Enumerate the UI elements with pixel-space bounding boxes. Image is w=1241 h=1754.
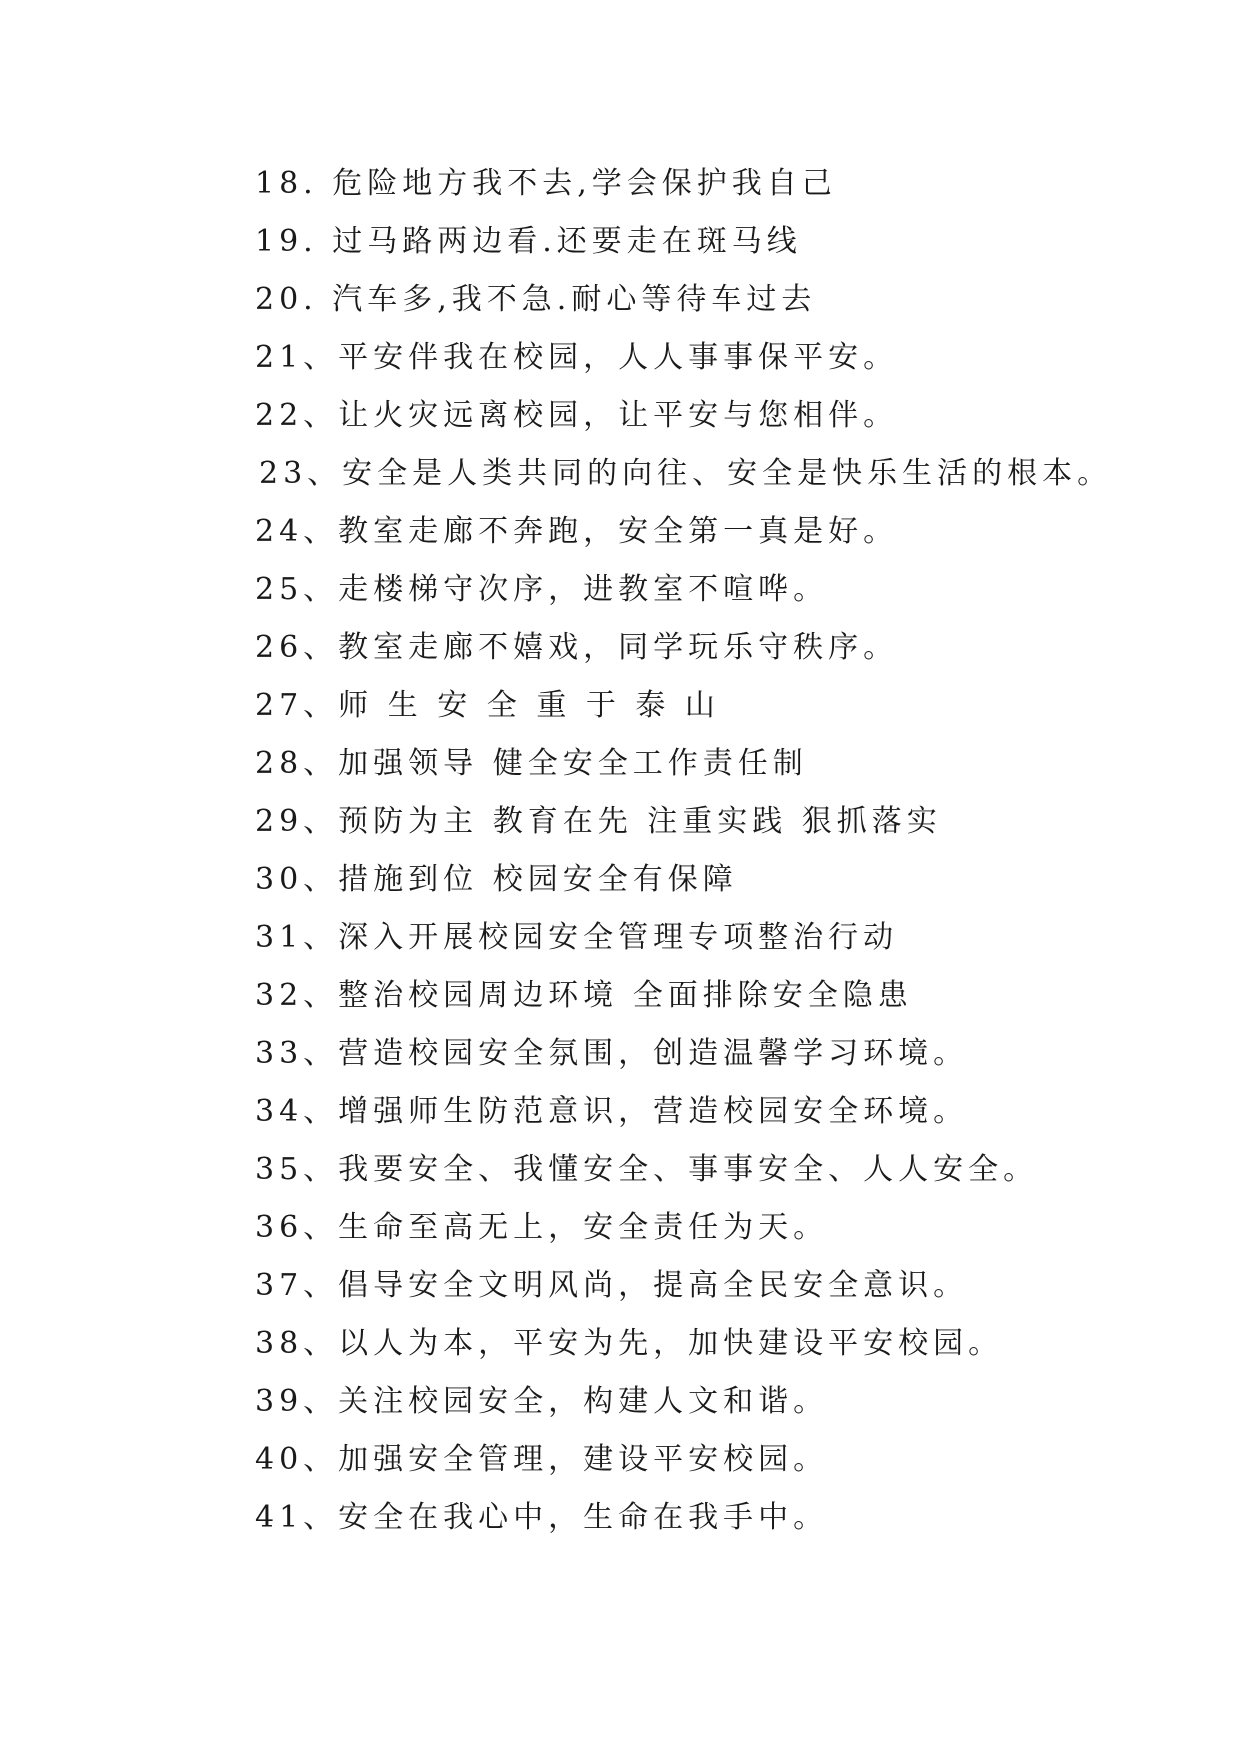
slogan-list: [255, 155, 1112, 1547]
slogan-line-40: 40、加强安全管理，建设平安校园。: [255, 1442, 829, 1477]
slogan-line-25: 25、走楼梯守次序，进教室不喧哗。: [255, 572, 829, 607]
slogan-line-26: 26、教室走廊不嬉戏，同学玩乐守秩序。: [255, 630, 899, 665]
slogan-line-18: 18. 危险地方我不去,学会保护我自己: [255, 166, 837, 201]
slogan-line-22: 22、让火灾远离校园，让平安与您相伴。: [255, 398, 899, 433]
slogan-line-21: 21、平安伴我在校园，人人事事保平安。: [255, 340, 899, 375]
slogan-line-36: 36、生命至高无上，安全责任为天。: [255, 1210, 829, 1245]
slogan-line-32: 32、整治校园周边环境 全面排除安全隐患: [255, 978, 913, 1013]
slogan-line-38: 38、以人为本，平安为先，加快建设平安校园。: [255, 1326, 1004, 1361]
slogan-line-29: 29、预防为主 教育在先 注重实践 狠抓落实: [255, 804, 942, 839]
slogan-line-27: 27、师 生 安 全 重 于 泰 山: [255, 688, 720, 723]
slogan-line-20: 20. 汽车多,我不急.耐心等待车过去: [255, 282, 817, 317]
slogan-line-23: 23、安全是人类共同的向往、安全是快乐生活的根本。: [259, 456, 1113, 491]
slogan-line-31: 31、深入开展校园安全管理专项整治行动: [255, 920, 899, 955]
slogan-line-34: 34、增强师生防范意识，营造校园安全环境。: [255, 1094, 969, 1129]
slogan-line-41: 41、安全在我心中，生命在我手中。: [255, 1500, 829, 1535]
slogan-line-33: 33、营造校园安全氛围，创造温馨学习环境。: [255, 1036, 969, 1071]
slogan-line-35: 35、我要安全、我懂安全、事事安全、人人安全。: [255, 1152, 1039, 1187]
slogan-line-28: 28、加强领导 健全安全工作责任制: [255, 746, 808, 781]
slogan-line-37: 37、倡导安全文明风尚，提高全民安全意识。: [255, 1268, 969, 1303]
slogan-line-24: 24、教室走廊不奔跑，安全第一真是好。: [255, 514, 899, 549]
slogan-line-30: 30、措施到位 校园安全有保障: [255, 862, 738, 897]
slogan-line-19: 19. 过马路两边看.还要走在斑马线: [255, 224, 802, 259]
slogan-line-39: 39、关注校园安全，构建人文和谐。: [255, 1384, 829, 1419]
